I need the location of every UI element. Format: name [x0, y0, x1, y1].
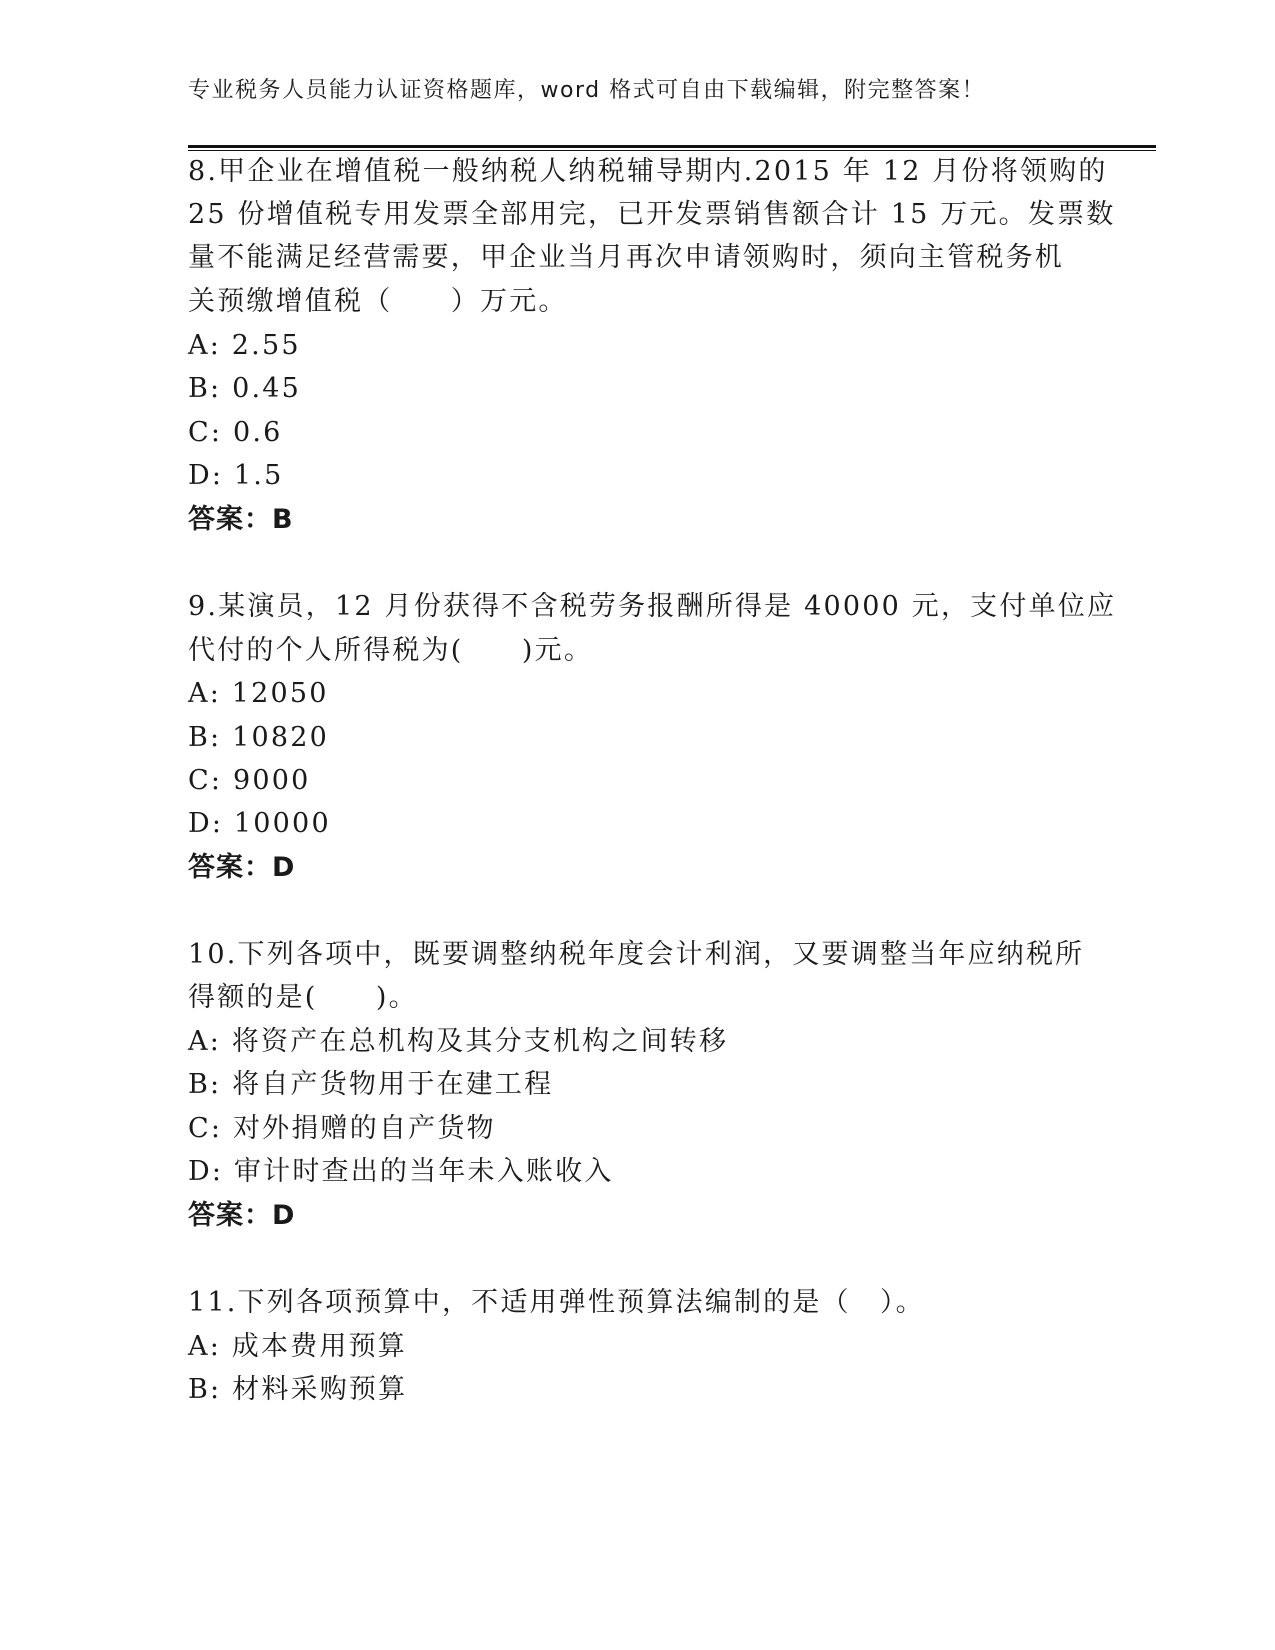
header-rule-thick — [188, 145, 1156, 148]
question-10-line-1: 10.下列各项中，既要调整纳税年度会计利润，又要调整当年应纳税所 — [188, 939, 1085, 970]
question-8-option-d: D: 1.5 — [188, 460, 284, 491]
question-8-option-b: B: 0.45 — [188, 373, 302, 404]
question-10-option-b: B: 将自产货物用于在建工程 — [188, 1069, 554, 1100]
question-9-answer: 答案：D — [188, 852, 296, 883]
question-8-line-4: 关预缴增值税（ ）万元。 — [188, 286, 568, 317]
question-9-option-a: A: 12050 — [188, 678, 329, 709]
question-8-option-c: C: 0.6 — [188, 417, 283, 448]
question-10-line-2: 得额的是( )。 — [188, 982, 418, 1013]
question-9-option-c: C: 9000 — [188, 765, 311, 796]
question-10-option-c: C: 对外捐赠的自产货物 — [188, 1113, 496, 1144]
question-9-line-2: 代付的个人所得税为( )元。 — [188, 635, 594, 666]
question-10-option-d: D: 审计时查出的当年未入账收入 — [188, 1156, 614, 1187]
question-8-line-2: 25 份增值税专用发票全部用完，已开发票销售额合计 15 万元。发票数 — [188, 199, 1116, 230]
question-8-line-1: 8.甲企业在增值税一般纳税人纳税辅导期内.2015 年 12 月份将领购的 — [188, 156, 1108, 187]
question-9-option-b: B: 10820 — [188, 722, 330, 753]
page-header: 专业税务人员能力认证资格题库，word 格式可自由下载编辑，附完整答案！ — [188, 78, 986, 103]
question-10-answer: 答案：D — [188, 1200, 296, 1231]
question-8-answer: 答案：B — [188, 504, 294, 535]
question-9-option-d: D: 10000 — [188, 808, 331, 839]
question-9-line-1: 9.某演员，12 月份获得不含税劳务报酬所得是 40000 元，支付单位应 — [188, 591, 1117, 622]
question-11-option-b: B: 材料采购预算 — [188, 1374, 408, 1405]
question-11-option-a: A: 成本费用预算 — [188, 1331, 407, 1362]
question-11-line-1: 11.下列各项预算中，不适用弹性预算法编制的是（ ）。 — [188, 1287, 925, 1318]
question-8-option-a: A: 2.55 — [188, 330, 301, 361]
question-8-line-3: 量不能满足经营需要，甲企业当月再次申请领购时，须向主管税务机 — [188, 242, 1064, 273]
question-10-option-a: A: 将资产在总机构及其分支机构之间转移 — [188, 1026, 729, 1057]
header-rule-thin — [188, 150, 1156, 151]
